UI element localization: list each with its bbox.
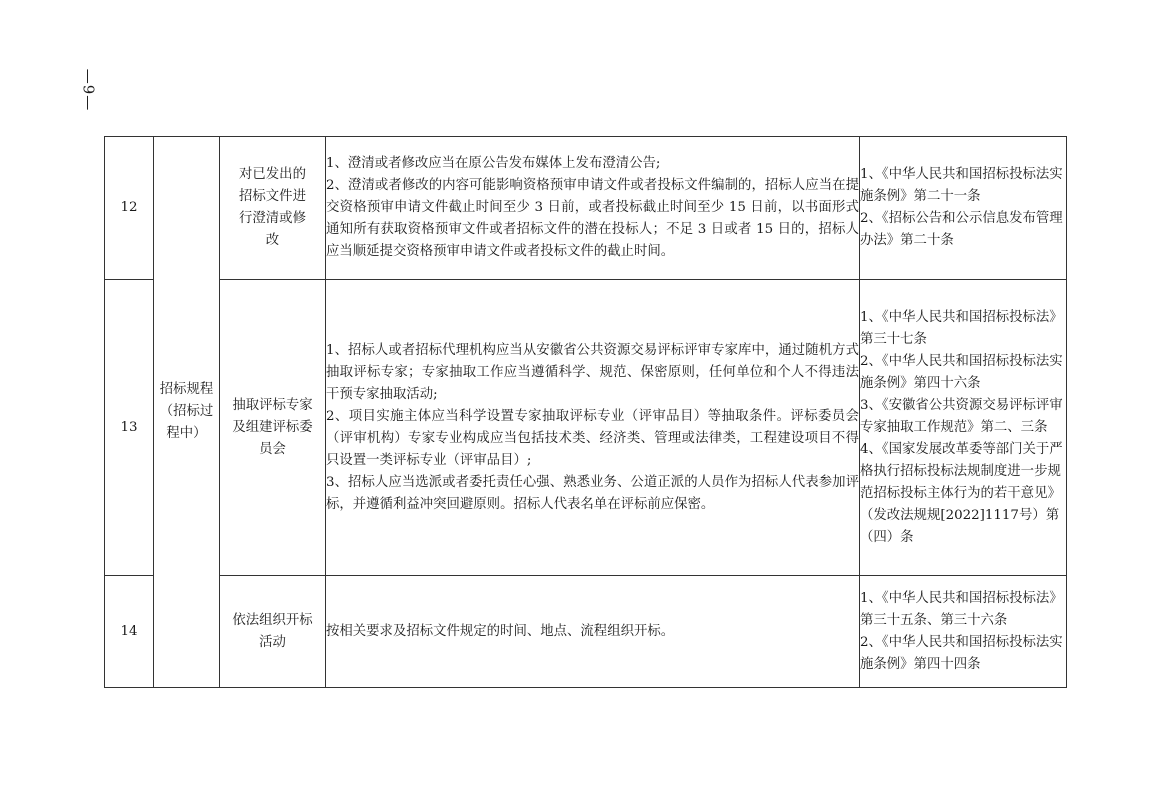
requirements-cell — [326, 576, 860, 688]
table-row — [105, 280, 1067, 576]
item-label: 对已发出的招标文件进行澄清或修改 — [239, 167, 306, 248]
legal-basis-cell — [860, 576, 1067, 688]
basis-line: 2、《中华人民共和国招标投标法实施条例》第四十四条 — [860, 634, 1063, 672]
page-number-text: —9— — [79, 68, 98, 112]
requirements-cell — [326, 137, 860, 280]
phase-cell — [154, 137, 220, 688]
requirement-line: 1、澄清或者修改应当在原公告发布媒体上发布澄清公告; — [326, 156, 661, 171]
legal-basis-cell — [860, 280, 1067, 576]
item-cell — [220, 280, 326, 576]
requirements-cell — [326, 280, 860, 576]
phase-label: 招标规程（招标过程中） — [159, 382, 214, 441]
legal-basis-cell — [860, 137, 1067, 280]
table-row — [105, 137, 1067, 280]
basis-line: 1、《中华人民共和国招标投标法》第三十五条、第三十六条 — [860, 590, 1063, 628]
requirement-line: 1、招标人或者招标代理机构应当从安徽省公共资源交易评标评审专家库中，通过随机方式抽取评标专家；专家抽取工作应当遵循科学、规范、保密原则，任何单位和个人不得违法干预专家抽取活动; — [326, 342, 859, 402]
item-cell — [220, 137, 326, 280]
requirement-line: 按相关要求及招标文件规定的时间、地点、流程组织开标。 — [326, 623, 675, 639]
item-label: 依法组织开标活动 — [232, 612, 313, 650]
row-number: 12 — [105, 137, 154, 280]
requirement-line: 2、澄清或者修改的内容可能影响资格预审申请文件或者投标文件编制的，招标人应当在提交资格预审申请文件截止时间至少 3 日前，或者投标截止时间至少 15 日前，以书面形式通知所有获取资格预审文件或者招标文件的潜在投标人；不足 3 日或者 15 日的，招标人应当顺延提交资格预审申请文件或者投标文件的截止时间。 — [326, 178, 859, 259]
basis-line: 2、《招标公告和公示信息发布管理办法》第二十条 — [860, 211, 1063, 248]
row-number: 14 — [105, 576, 154, 688]
basis-line: 2、《中华人民共和国招标投标法实施条例》第四十六条 — [860, 353, 1063, 391]
item-cell — [220, 576, 326, 688]
basis-line: 3、《安徽省公共资源交易评标评审专家抽取工作规范》第二、三条 — [860, 397, 1063, 435]
table-row — [105, 576, 1067, 688]
regulation-table — [104, 136, 1067, 688]
requirement-line: 3、招标人应当选派或者委托责任心强、熟悉业务、公道正派的人员作为招标人代表参加评标，并遵循利益冲突回避原则。招标人代表名单在评标前应保密。 — [326, 474, 859, 512]
page-number — [70, 70, 106, 110]
basis-line: 1、《中华人民共和国招标投标法》第三十七条 — [860, 309, 1063, 347]
basis-line: 4、《国家发展改革委等部门关于严格执行招标投标法规制度进一步规范招标投标主体行为的若干意见》（发改法规规[2022]1117号）第（四）条 — [860, 441, 1063, 545]
row-number: 13 — [105, 280, 154, 576]
item-label: 抽取评标专家及组建评标委员会 — [232, 397, 313, 457]
requirement-line: 2、项目实施主体应当科学设置专家抽取评标专业（评审品目）等抽取条件。评标委员会（评审机构）专家专业构成应当包括技术类、经济类、管理或法律类，工程建设项目不得只设置一类评标专业（评审品目）; — [326, 408, 859, 468]
basis-line: 1、《中华人民共和国招标投标法实施条例》第二十一条 — [860, 167, 1063, 204]
